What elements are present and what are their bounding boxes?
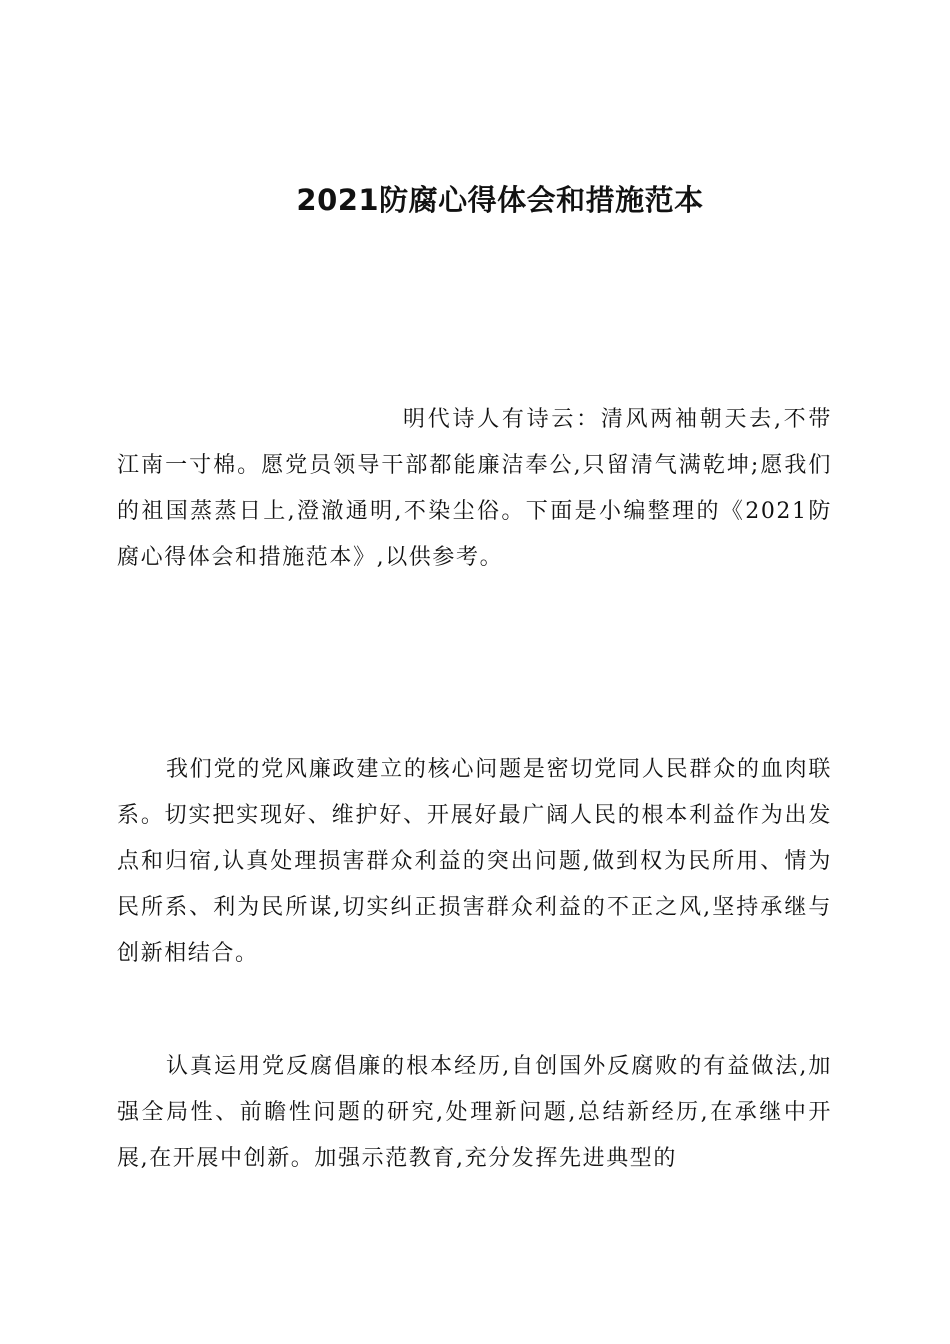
intro-paragraph: 明代诗人有诗云：清风两袖朝天去,不带江南一寸棉。愿党员领导干部都能廉洁奉公,只留清气满乾坤;愿我们的祖国蒸蒸日上,澄澈通明,不染尘俗。下面是小编整理的《2021防腐心得体会和措施范本》,以供参考。 — [117, 407, 832, 570]
document-title: 2021防腐心得体会和措施范本 — [296, 183, 704, 217]
body-paragraph-1: 我们党的党风廉政建立的核心问题是密切党同人民群众的血肉联系。切实把实现好、维护好、开展好最广阔人民的根本利益作为出发点和归宿,认真处理损害群众利益的突出问题,做到权为民所用、情为民所系、利为民所谋,切实纠正损害群众利益的不正之风,坚持承继与创新相结合。 — [117, 757, 832, 966]
body-paragraph-2: 认真运用党反腐倡廉的根本经历,自创国外反腐败的有益做法,加强全局性、前瞻性问题的研究,处理新问题,总结新经历,在承继中开展,在开展中创新。加强示范教育,充分发挥先进典型的 — [117, 1054, 832, 1171]
